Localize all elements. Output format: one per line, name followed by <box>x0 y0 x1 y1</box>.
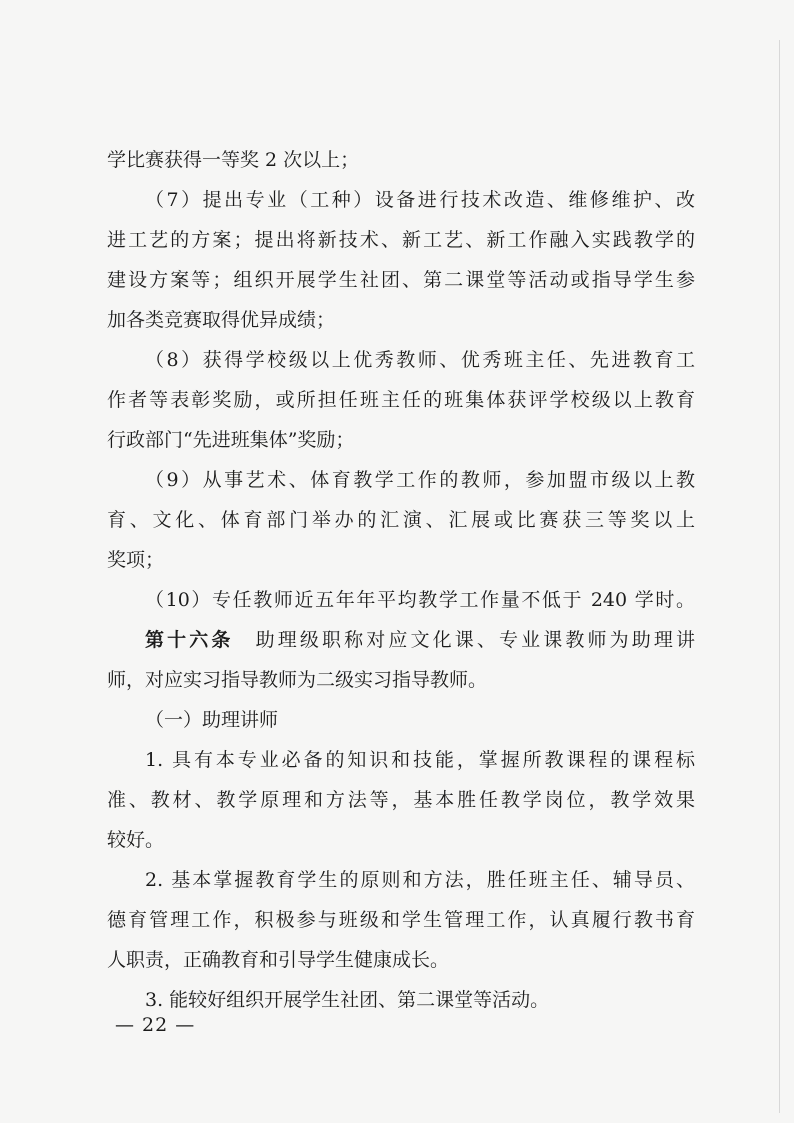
text-line: 进工艺的方案；提出将新技术、新工艺、新工作融入实践教学的 <box>107 229 695 251</box>
text-line: 1. 具有本专业必备的知识和技能，掌握所教课程的课程标 <box>145 749 695 771</box>
text-line: 作者等表彰奖励，或所担任班主任的班集体获评学校级以上教育 <box>107 389 695 411</box>
text-line: 奖项； <box>107 549 165 571</box>
article-label: 第十六条 <box>145 629 234 651</box>
section-heading: （一）助理讲师 <box>145 709 279 731</box>
text-line: 2. 基本掌握教育学生的原则和方法，胜任班主任、辅导员、 <box>145 869 695 891</box>
page-edge-line <box>779 40 780 1113</box>
text-line: （7）提出专业（工种）设备进行技术改造、维修维护、改 <box>145 189 695 211</box>
text-line: 加各类竞赛取得优异成绩； <box>107 309 336 331</box>
text-line: 人职责，正确教育和引导学生健康成长。 <box>107 949 450 971</box>
text-line: 准、教材、教学原理和方法等，基本胜任教学岗位，教学效果 <box>107 789 695 811</box>
page-number: — 22 — <box>115 1014 196 1036</box>
text-line: 建设方案等；组织开展学生社团、第二课堂等活动或指导学生参 <box>107 269 695 291</box>
text-line: 育、文化、体育部门举办的汇演、汇展或比赛获三等奖以上 <box>107 509 695 531</box>
text-line: 德育管理工作，积极参与班级和学生管理工作，认真履行教书育 <box>107 909 695 931</box>
text-line: 较好。 <box>107 829 165 851</box>
article-heading-line <box>107 620 695 660</box>
text-line: 学比赛获得一等奖 2 次以上； <box>107 149 360 171</box>
text-line: 行政部门“先进班集体”奖励； <box>107 429 355 451</box>
document-body <box>107 140 695 1020</box>
text-line: （8）获得学校级以上优秀教师、优秀班主任、先进教育工 <box>145 349 695 371</box>
article-text: 助理级职称对应文化课、专业课教师为助理讲 <box>255 629 695 651</box>
text-line: （10）专任教师近五年年平均教学工作量不低于 240 学时。 <box>145 589 695 611</box>
text-line: （9）从事艺术、体育教学工作的教师，参加盟市级以上教 <box>145 469 695 491</box>
text-line: 师，对应实习指导教师为二级实习指导教师。 <box>107 669 488 691</box>
text-line: 3. 能较好组织开展学生社团、第二课堂等活动。 <box>145 989 550 1011</box>
